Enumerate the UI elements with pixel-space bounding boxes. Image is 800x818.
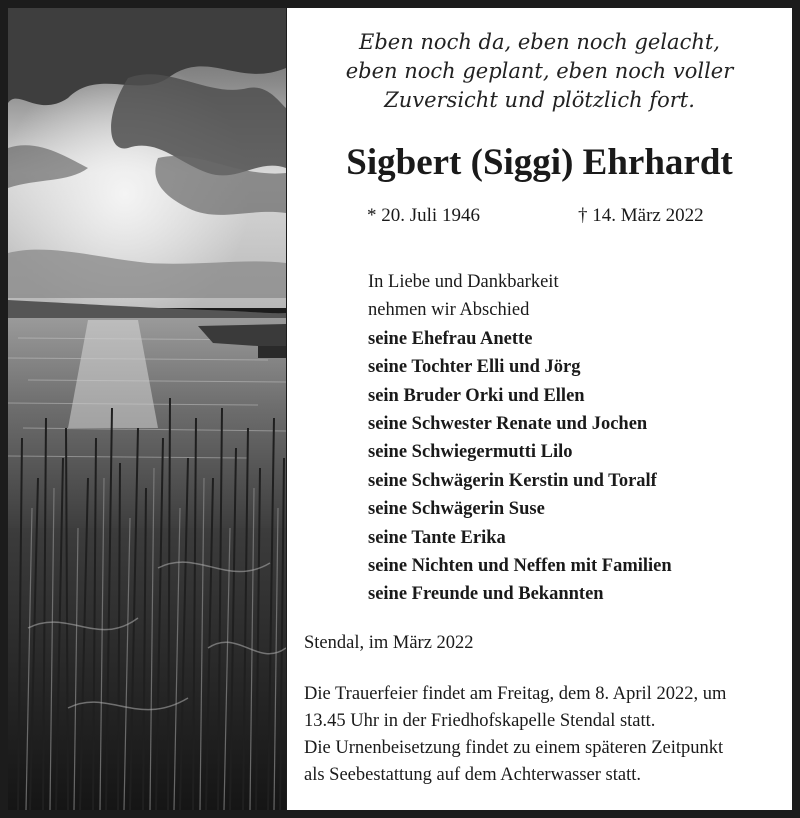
funeral-info-line: Die Trauerfeier findet am Freitag, dem 8. April 2022, um [304,684,727,704]
mourners-intro-line: In Liebe und Dankbarkeit [368,272,559,292]
poem-line: Zuversicht und plötzlich fort. [384,88,695,112]
poem [287,28,792,115]
mourner-entry: sein Bruder Orki und Ellen [368,385,585,406]
funeral-info [304,681,726,789]
funeral-info-line: als Seebestattung auf dem Achterwasser statt. [304,765,642,785]
death-date: † 14. März 2022 [578,205,704,226]
mourner-entry: seine Freunde und Bekannten [368,584,604,605]
funeral-info-line: Die Urnenbeisetzung findet zu einem späteren Zeitpunkt [304,738,724,758]
poem-line: eben noch geplant, eben noch voller [345,59,734,83]
mourner-entry: seine Ehefrau Anette [368,328,533,349]
mourners-list [368,268,672,609]
birth-date: * 20. Juli 1946 [367,205,480,226]
mourner-entry: seine Tante Erika [368,527,506,548]
mourners-intro-line: nehmen wir Abschied [368,300,530,321]
mourner-entry: seine Tochter Elli und Jörg [368,357,581,378]
poem-line: Eben noch da, eben noch gelacht, [359,30,720,54]
mourner-entry: seine Schwiegermutti Lilo [368,442,573,463]
mourner-entry: seine Schwägerin Suse [368,499,545,520]
place-and-date: Stendal, im März 2022 [304,633,474,653]
deceased-name: Sigbert (Siggi) Ehrhardt [346,142,733,183]
mourner-entry: seine Schwester Renate und Jochen [368,414,648,435]
funeral-info-line: 13.45 Uhr in der Friedhofskapelle Stendal statt. [304,711,656,731]
mourner-entry: seine Schwägerin Kerstin und Toralf [368,470,657,491]
obituary-text-panel [287,8,792,810]
lake-with-reeds-photo [8,8,286,810]
mourner-entry: seine Nichten und Neffen mit Familien [368,556,672,577]
